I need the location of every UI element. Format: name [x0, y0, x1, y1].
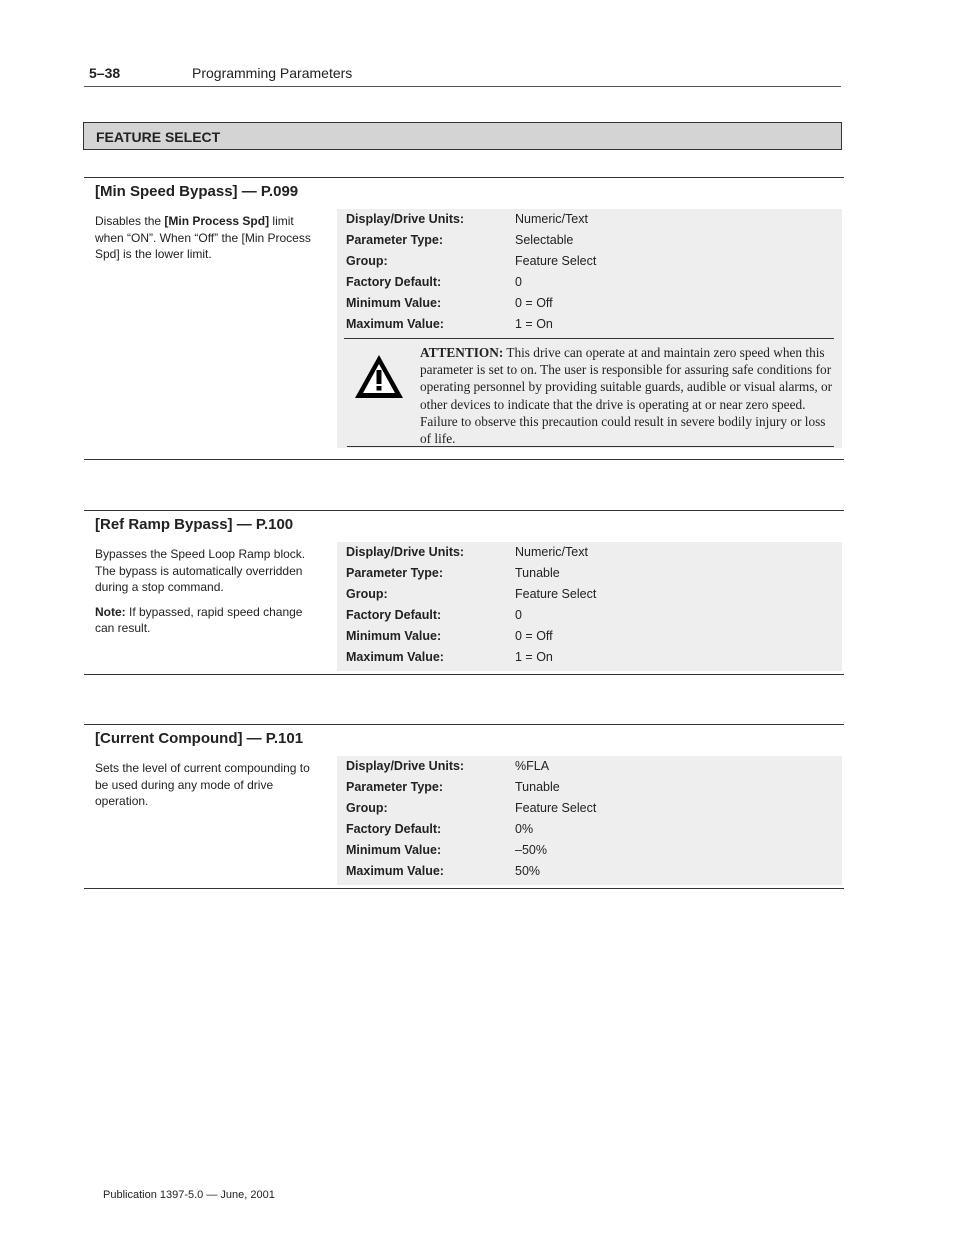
param-value: 1 = On — [515, 317, 553, 331]
attention-label: ATTENTION: — [420, 345, 504, 360]
note-label: Note: — [95, 604, 126, 619]
desc-text: Bypasses the Speed Loop Ramp block. The bypass is automatically overridden during a stop command. — [95, 547, 306, 594]
param-value: 50% — [515, 864, 541, 878]
param-panel — [337, 756, 842, 885]
section-top-rule — [84, 510, 844, 511]
param-row-minimum-value: Minimum Value: 0 = Off — [346, 296, 553, 310]
param-row-minimum-value: Minimum Value: –50% — [346, 843, 547, 857]
param-value: –50% — [515, 843, 547, 857]
param-row-display-units: Display/Drive Units: %FLA — [346, 759, 550, 773]
param-row-factory-default: Factory Default: 0 — [346, 608, 522, 622]
param-row-maximum-value: Maximum Value: 50% — [346, 864, 541, 878]
param-value: Tunable — [515, 566, 560, 580]
section-top-rule — [84, 724, 844, 725]
header-rule — [84, 86, 841, 87]
note-text: If bypassed, rapid speed change can result. — [95, 604, 303, 635]
param-value: 0 — [515, 275, 522, 289]
param-row-display-units: Display/Drive Units: Numeric/Text — [346, 212, 588, 226]
publication-footer: Publication 1397-5.0 — June, 2001 — [103, 1189, 275, 1201]
param-value: Numeric/Text — [515, 545, 588, 559]
param-value: Selectable — [515, 233, 574, 247]
param-row-parameter-type: Parameter Type: Tunable — [346, 780, 560, 794]
param-row-minimum-value: Minimum Value: 0 = Off — [346, 629, 553, 643]
desc-bold-text: [Min Process Spd] — [164, 214, 270, 228]
param-value: Numeric/Text — [515, 212, 588, 226]
param-description — [95, 213, 323, 271]
desc-text: limit when “ON”. When “Off” the [Min Process Spd] is the lower limit. — [95, 214, 311, 261]
section-bottom-rule — [84, 674, 844, 675]
param-title: [Current Compound] — P.101 — [95, 730, 304, 747]
attention-box — [344, 338, 838, 448]
attention-bottom-rule — [347, 446, 834, 447]
attention-text — [420, 344, 836, 447]
param-value: Feature Select — [515, 254, 597, 268]
param-row-maximum-value: Maximum Value: 1 = On — [346, 650, 553, 664]
section-bottom-rule — [84, 459, 844, 460]
param-row-maximum-value: Maximum Value: 1 = On — [346, 317, 553, 331]
param-row-display-units: Display/Drive Units: Numeric/Text — [346, 545, 588, 559]
param-value: 0% — [515, 822, 534, 836]
param-row-factory-default: Factory Default: 0 — [346, 275, 522, 289]
param-title: [Ref Ramp Bypass] — P.100 — [95, 516, 294, 533]
desc-text: Disables the — [95, 214, 165, 228]
param-description — [95, 760, 323, 818]
desc-text: Sets the level of current compounding to be used during any mode of drive operation. — [95, 761, 310, 808]
param-value: 0 = Off — [515, 629, 553, 643]
warning-triangle-icon — [352, 352, 406, 402]
param-row-parameter-type: Parameter Type: Selectable — [346, 233, 574, 247]
param-value: 0 — [515, 608, 522, 622]
param-value: %FLA — [515, 759, 550, 773]
param-value: 1 = On — [515, 650, 553, 664]
param-description — [95, 546, 323, 645]
attention-top-rule — [344, 338, 834, 339]
param-row-parameter-type: Parameter Type: Tunable — [346, 566, 560, 580]
param-value: Feature Select — [515, 587, 597, 601]
param-row-factory-default: Factory Default: 0% — [346, 822, 534, 836]
param-title: [Min Speed Bypass] — P.099 — [95, 183, 299, 200]
param-panel — [337, 209, 842, 448]
feature-select-bar: FEATURE SELECT — [83, 122, 842, 150]
param-value: Feature Select — [515, 801, 597, 815]
section-top-rule — [84, 177, 844, 178]
param-panel — [337, 542, 842, 671]
chapter-title: Programming Parameters — [192, 65, 353, 81]
param-row-group: Group: Feature Select — [346, 801, 597, 815]
param-row-group: Group: Feature Select — [346, 254, 597, 268]
page-number: 5–38 — [89, 65, 121, 81]
param-value: Tunable — [515, 780, 560, 794]
param-value: 0 = Off — [515, 296, 553, 310]
attention-body: This drive can operate at and maintain zero speed when this parameter is set to on. The user is responsible for assuring safe conditions for operating personnel by providing suitable guards, audible or visual alarms, or other devices to indicate that the drive is operating at or near zero speed. Failure to observe this precaution could result in severe bodily injury or loss of life. — [420, 345, 833, 447]
param-row-group: Group: Feature Select — [346, 587, 597, 601]
section-bottom-rule — [84, 888, 844, 889]
